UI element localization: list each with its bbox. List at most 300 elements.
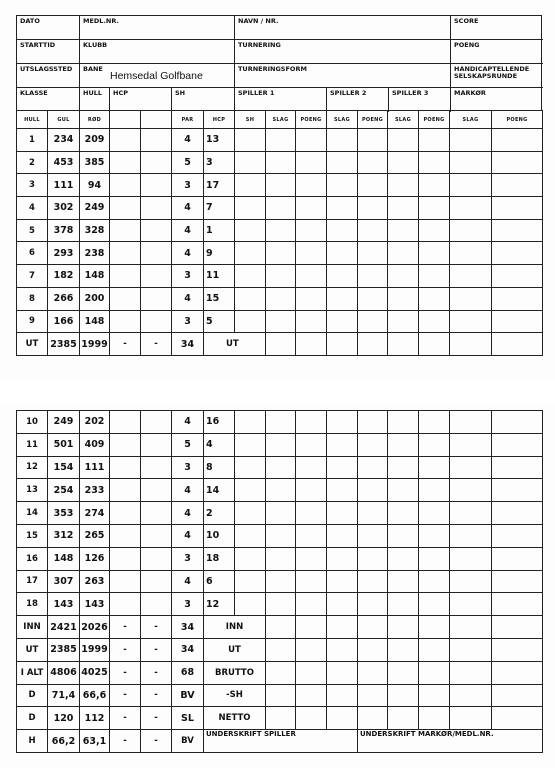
entry-cell: [492, 684, 543, 707]
dash: -: [141, 616, 172, 639]
entry-cell: [358, 151, 388, 174]
hole-number: 1: [17, 129, 48, 152]
column-header: HCP: [204, 111, 235, 129]
column-header: SLAG: [266, 111, 296, 129]
red-tee-length: 143: [80, 593, 110, 616]
entry-cell: [419, 502, 450, 525]
column-header: GUL: [48, 111, 80, 129]
entry-cell: [141, 479, 172, 502]
entry-cell: [492, 616, 543, 639]
entry-cell: [492, 570, 543, 593]
entry-cell: [492, 219, 543, 242]
entry-cell: [450, 310, 492, 333]
entry-cell: [492, 479, 543, 502]
entry-cell: [110, 479, 141, 502]
scorecard-header: [16, 15, 542, 111]
yellow-tee-length: 154: [48, 456, 80, 479]
entry-cell: [388, 433, 419, 456]
par-value: 4: [172, 219, 204, 242]
yellow-tee-length: 111: [48, 174, 80, 197]
par-value: 3: [172, 310, 204, 333]
column-header: SLAG: [388, 111, 419, 129]
entry-cell: [358, 411, 388, 434]
hole-handicap: 4: [204, 433, 235, 456]
entry-cell: [492, 502, 543, 525]
entry-cell: [450, 524, 492, 547]
course-name: Hemsedal Golfbane: [110, 70, 203, 82]
entry-cell: [266, 502, 296, 525]
entry-cell: [266, 129, 296, 152]
hole-handicap: 7: [204, 197, 235, 220]
hole-row: [17, 310, 543, 333]
signature-row: [17, 730, 543, 753]
entry-cell: [388, 411, 419, 434]
entry-cell: [296, 547, 327, 570]
hole-handicap: 3: [204, 151, 235, 174]
entry-cell: [358, 570, 388, 593]
entry-cell: [235, 433, 266, 456]
entry-cell: [296, 411, 327, 434]
entry-cell: [492, 242, 543, 265]
field-sh: SH: [172, 88, 235, 112]
entry-cell: [110, 129, 141, 152]
entry-cell: [235, 570, 266, 593]
hole-row: [17, 570, 543, 593]
entry-cell: [266, 151, 296, 174]
entry-cell: [141, 174, 172, 197]
entry-cell: [296, 524, 327, 547]
entry-cell: [492, 433, 543, 456]
entry-cell: [141, 502, 172, 525]
front-total-row: [17, 333, 543, 356]
column-header: POENG: [492, 111, 543, 129]
hole-row: [17, 219, 543, 242]
par-value: 3: [172, 174, 204, 197]
hole-row: [17, 129, 543, 152]
hole-number: 13: [17, 479, 48, 502]
summary-row: [17, 616, 543, 639]
entry-cell: [419, 707, 450, 730]
entry-cell: [266, 197, 296, 220]
entry-cell: [419, 524, 450, 547]
column-header: PAR: [172, 111, 204, 129]
entry-cell: [266, 707, 296, 730]
card-fold-gap: [0, 378, 555, 404]
par-value: BV: [172, 730, 204, 753]
entry-cell: [235, 174, 266, 197]
entry-cell: [358, 174, 388, 197]
entry-cell: [419, 242, 450, 265]
entry-cell: [358, 593, 388, 616]
field-poeng: POENG: [451, 40, 543, 64]
entry-cell: [141, 411, 172, 434]
entry-cell: [358, 219, 388, 242]
entry-cell: [110, 151, 141, 174]
entry-cell: [110, 570, 141, 593]
field-turneringsform: TURNERINGSFORM: [235, 64, 451, 88]
entry-cell: [296, 456, 327, 479]
entry-cell: [388, 129, 419, 152]
entry-cell: [419, 197, 450, 220]
red-tee-length: 233: [80, 479, 110, 502]
entry-cell: [327, 219, 358, 242]
entry-cell: [358, 479, 388, 502]
yellow-tee-length: 254: [48, 479, 80, 502]
hole-handicap: 1: [204, 219, 235, 242]
back-nine-table: [16, 410, 543, 753]
field-klubb: KLUBB: [80, 40, 235, 64]
entry-cell: [235, 310, 266, 333]
summary-label: INN: [17, 616, 48, 639]
entry-cell: [327, 310, 358, 333]
dash: -: [141, 638, 172, 661]
entry-cell: [141, 310, 172, 333]
par-value: 3: [172, 265, 204, 288]
entry-cell: [492, 524, 543, 547]
hole-handicap: 15: [204, 287, 235, 310]
entry-cell: [358, 333, 388, 356]
par-value: 4: [172, 570, 204, 593]
entry-cell: [235, 479, 266, 502]
column-header: [110, 111, 141, 129]
entry-cell: [327, 479, 358, 502]
red-value: 63,1: [80, 730, 110, 753]
hole-row: [17, 265, 543, 288]
hole-number: 3: [17, 174, 48, 197]
entry-cell: [358, 707, 388, 730]
entry-cell: [110, 593, 141, 616]
par-value: 34: [172, 638, 204, 661]
entry-cell: [419, 219, 450, 242]
summary-label: H: [17, 730, 48, 753]
red-tee-length: 200: [80, 287, 110, 310]
entry-cell: [327, 661, 358, 684]
entry-cell: [327, 616, 358, 639]
par-value: 4: [172, 287, 204, 310]
entry-cell: [419, 661, 450, 684]
entry-cell: [141, 197, 172, 220]
yellow-tee-length: 166: [48, 310, 80, 333]
entry-cell: [388, 265, 419, 288]
entry-cell: [296, 333, 327, 356]
entry-cell: [266, 411, 296, 434]
entry-cell: [327, 287, 358, 310]
entry-cell: [419, 129, 450, 152]
entry-cell: [388, 333, 419, 356]
yellow-value: 2421: [48, 616, 80, 639]
entry-cell: [296, 197, 327, 220]
entry-cell: [296, 219, 327, 242]
entry-cell: [296, 502, 327, 525]
par-value: SL: [172, 707, 204, 730]
entry-cell: [419, 411, 450, 434]
red-tee-length: 274: [80, 502, 110, 525]
entry-cell: [358, 242, 388, 265]
dash: -: [141, 333, 172, 356]
entry-cell: [419, 151, 450, 174]
entry-cell: [388, 219, 419, 242]
red-tee-length: 148: [80, 265, 110, 288]
yellow-tee-length: 143: [48, 593, 80, 616]
entry-cell: [141, 456, 172, 479]
summary-tag: NETTO: [204, 707, 266, 730]
entry-cell: [450, 219, 492, 242]
entry-cell: [141, 287, 172, 310]
entry-cell: [450, 333, 492, 356]
hole-row: [17, 197, 543, 220]
hole-handicap: 11: [204, 265, 235, 288]
entry-cell: [388, 479, 419, 502]
entry-cell: [388, 547, 419, 570]
hole-row: [17, 502, 543, 525]
entry-cell: [327, 524, 358, 547]
dash: -: [141, 661, 172, 684]
entry-cell: [419, 684, 450, 707]
entry-cell: [358, 524, 388, 547]
par-value: 4: [172, 242, 204, 265]
red-tee-length: 238: [80, 242, 110, 265]
yellow-tee-length: 249: [48, 411, 80, 434]
hole-number: 18: [17, 593, 48, 616]
entry-cell: [235, 502, 266, 525]
field-hull: HULL: [80, 88, 110, 112]
red-tee-length: 409: [80, 433, 110, 456]
par-value: 5: [172, 151, 204, 174]
summary-row: [17, 661, 543, 684]
entry-cell: [141, 265, 172, 288]
entry-cell: [492, 265, 543, 288]
dash: -: [141, 684, 172, 707]
summary-label: D: [17, 707, 48, 730]
entry-cell: [492, 197, 543, 220]
entry-cell: [327, 593, 358, 616]
entry-cell: [327, 433, 358, 456]
red-tee-length: 249: [80, 197, 110, 220]
entry-cell: [235, 287, 266, 310]
entry-cell: [388, 242, 419, 265]
hole-row: [17, 242, 543, 265]
column-header: POENG: [358, 111, 388, 129]
entry-cell: [110, 502, 141, 525]
par-value: 3: [172, 593, 204, 616]
entry-cell: [296, 638, 327, 661]
entry-cell: [296, 684, 327, 707]
dash: -: [110, 638, 141, 661]
entry-cell: [141, 219, 172, 242]
entry-cell: [266, 333, 296, 356]
par-value: 68: [172, 661, 204, 684]
entry-cell: [141, 593, 172, 616]
entry-cell: [266, 265, 296, 288]
entry-cell: [450, 547, 492, 570]
entry-cell: [266, 684, 296, 707]
entry-cell: [358, 129, 388, 152]
entry-cell: [110, 456, 141, 479]
entry-cell: [388, 593, 419, 616]
hole-number: 7: [17, 265, 48, 288]
yellow-value: 120: [48, 707, 80, 730]
column-header: SLAG: [450, 111, 492, 129]
entry-cell: [450, 684, 492, 707]
entry-cell: [266, 310, 296, 333]
hole-number: 10: [17, 411, 48, 434]
entry-cell: [266, 570, 296, 593]
hole-number: 8: [17, 287, 48, 310]
hole-number: 15: [17, 524, 48, 547]
entry-cell: [358, 638, 388, 661]
hole-handicap: 2: [204, 502, 235, 525]
red-tee-length: 265: [80, 524, 110, 547]
entry-cell: [419, 456, 450, 479]
entry-cell: [266, 524, 296, 547]
entry-cell: [110, 411, 141, 434]
entry-cell: [141, 547, 172, 570]
entry-cell: [388, 310, 419, 333]
entry-cell: [450, 151, 492, 174]
hole-row: [17, 411, 543, 434]
entry-cell: [358, 616, 388, 639]
red-tee-length: 263: [80, 570, 110, 593]
par-value: 4: [172, 502, 204, 525]
entry-cell: [450, 174, 492, 197]
marker-signature-field: UNDERSKRIFT MARKØR/MEDL.NR.: [358, 730, 543, 753]
entry-cell: [492, 151, 543, 174]
entry-cell: [296, 433, 327, 456]
entry-cell: [419, 479, 450, 502]
par-value: 4: [172, 197, 204, 220]
column-header: SLAG: [327, 111, 358, 129]
field-markor: MARKØR: [454, 89, 486, 97]
entry-cell: [327, 333, 358, 356]
field-handicap-selskapsrunde: HANDICAPTELLENDE SELSKAPSRUNDE: [451, 64, 543, 88]
field-spiller-1: SPILLER 1: [235, 88, 327, 112]
entry-cell: [110, 433, 141, 456]
par-value: 34: [172, 616, 204, 639]
entry-cell: [110, 310, 141, 333]
entry-cell: [296, 593, 327, 616]
hole-number: 17: [17, 570, 48, 593]
hole-handicap: 10: [204, 524, 235, 547]
entry-cell: [388, 524, 419, 547]
column-header: [141, 111, 172, 129]
yellow-tee-length: 312: [48, 524, 80, 547]
par-value: 3: [172, 456, 204, 479]
entry-cell: [141, 524, 172, 547]
par-value: 4: [172, 129, 204, 152]
entry-cell: [266, 638, 296, 661]
entry-cell: [327, 684, 358, 707]
entry-cell: [450, 129, 492, 152]
red-tee-length: 126: [80, 547, 110, 570]
entry-cell: [327, 265, 358, 288]
hole-row: [17, 433, 543, 456]
entry-cell: [327, 242, 358, 265]
entry-cell: [492, 411, 543, 434]
dash: -: [110, 684, 141, 707]
column-header: RØD: [80, 111, 110, 129]
entry-cell: [327, 197, 358, 220]
entry-cell: [419, 265, 450, 288]
summary-tag: -SH: [204, 684, 266, 707]
entry-cell: [296, 310, 327, 333]
entry-cell: [388, 684, 419, 707]
entry-cell: [419, 333, 450, 356]
dash: -: [141, 707, 172, 730]
entry-cell: [492, 456, 543, 479]
entry-cell: [296, 174, 327, 197]
yellow-tee-length: 378: [48, 219, 80, 242]
entry-cell: [450, 502, 492, 525]
summary-tag: INN: [204, 616, 266, 639]
entry-cell: [450, 661, 492, 684]
entry-cell: [296, 151, 327, 174]
entry-cell: [492, 174, 543, 197]
par-value: 4: [172, 411, 204, 434]
yellow-tee-length: 266: [48, 287, 80, 310]
entry-cell: [492, 287, 543, 310]
field-spiller-2: SPILLER 2: [327, 88, 389, 112]
par-total: 34: [172, 333, 204, 356]
entry-cell: [296, 129, 327, 152]
hole-number: 9: [17, 310, 48, 333]
column-header-row: [17, 111, 543, 129]
entry-cell: [492, 707, 543, 730]
entry-cell: [110, 197, 141, 220]
entry-cell: [450, 616, 492, 639]
red-value: 4025: [80, 661, 110, 684]
entry-cell: [235, 593, 266, 616]
entry-cell: [358, 684, 388, 707]
hole-handicap: 17: [204, 174, 235, 197]
yellow-tee-length: 353: [48, 502, 80, 525]
field-bane: [80, 64, 235, 88]
entry-cell: [296, 287, 327, 310]
entry-cell: [266, 433, 296, 456]
yellow-tee-length: 293: [48, 242, 80, 265]
entry-cell: [450, 287, 492, 310]
entry-cell: [235, 129, 266, 152]
hole-row: [17, 151, 543, 174]
entry-cell: [296, 479, 327, 502]
summary-row: [17, 638, 543, 661]
entry-cell: [388, 456, 419, 479]
entry-cell: [141, 151, 172, 174]
hole-row: [17, 547, 543, 570]
entry-cell: [141, 242, 172, 265]
yellow-tee-length: 453: [48, 151, 80, 174]
total-tag: UT: [204, 333, 266, 356]
hole-handicap: 18: [204, 547, 235, 570]
entry-cell: [110, 219, 141, 242]
entry-cell: [110, 174, 141, 197]
par-value: 3: [172, 547, 204, 570]
hole-handicap: 14: [204, 479, 235, 502]
par-value: 4: [172, 479, 204, 502]
entry-cell: [450, 411, 492, 434]
entry-cell: [388, 661, 419, 684]
summary-label: D: [17, 684, 48, 707]
hole-number: 6: [17, 242, 48, 265]
entry-cell: [110, 547, 141, 570]
entry-cell: [266, 661, 296, 684]
hole-number: 14: [17, 502, 48, 525]
yellow-tee-length: 182: [48, 265, 80, 288]
entry-cell: [450, 570, 492, 593]
entry-cell: [266, 242, 296, 265]
field-bane-label: BANE: [83, 65, 103, 73]
dash: -: [110, 333, 141, 356]
red-tee-length: 111: [80, 456, 110, 479]
